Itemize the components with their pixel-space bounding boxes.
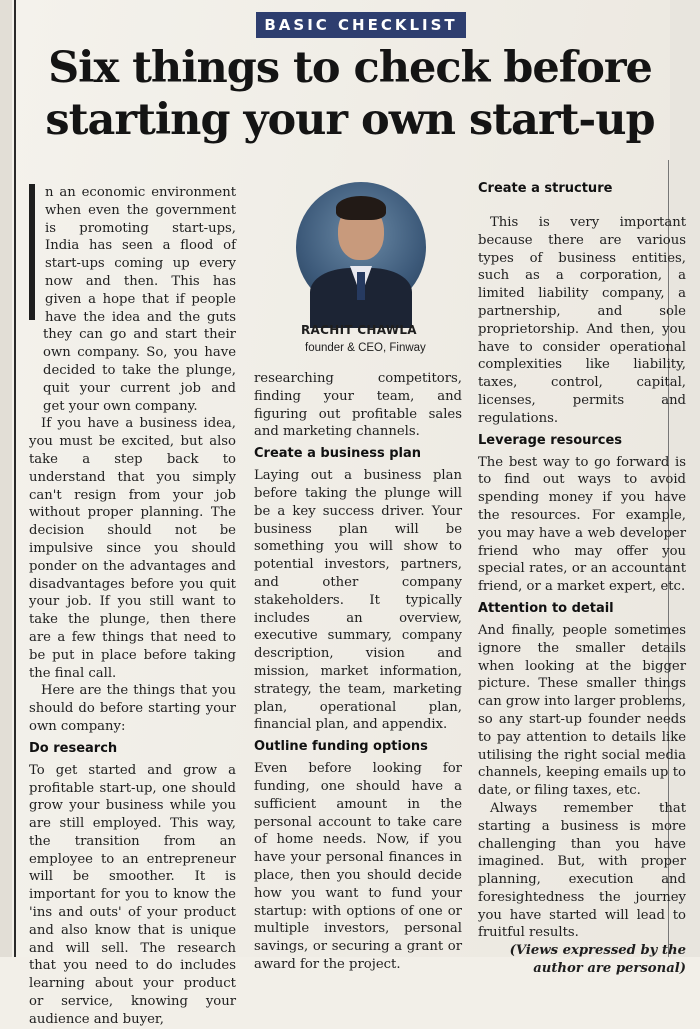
drop-cap-letter-bar	[29, 184, 35, 320]
subhead-attention-detail: Attention to detail	[478, 600, 614, 616]
paragraph: Even before looking for funding, one should have a sufficient amount in the personal account to take care of home needs. Now, if you have your personal finances in place, then you should decide how you want to fund your startup: with options of one or multiple investors, personal savings, or securing a grant or award for the project.	[254, 761, 462, 972]
headline: Six things to check before starting your own start-up	[45, 43, 655, 145]
paragraph: To get started and grow a profitable start-up, one should grow your business while you are still employed. This way, the transition from an employee to an entrepreneur will be smoother. It is important for you to know the 'ins and outs' of your product and also know that is unique and will sell. The research that you need to do includes learning about your product or service, knowing your audience and buyer,	[29, 762, 236, 1027]
author-disclaimer: (Views expressed by the author are personal)	[509, 943, 686, 977]
paragraph: The best way to go forward is to find out ways to avoid spending money if you have the resources. For example, you may have a web developer friend who may offer you special rates, or an accountant friend, or a market expert, etc.	[478, 454, 686, 595]
article-column-1	[29, 184, 236, 1029]
paragraph: Always remember that starting a business is more challenging than you have imagined. But, with proper planning, execution and foresightedness the journey you have started will lead to fruitful results.	[478, 800, 686, 941]
author-portrait	[296, 182, 426, 312]
author-role: founder & CEO, Finway	[305, 342, 426, 354]
subhead-funding-options: Outline funding options	[254, 739, 428, 755]
article-column-3	[478, 176, 686, 978]
paragraph: This is very important because there are various types of business entities, such as a corporation, a limited liability company, a partnership, and sole proprietorship. And then, you have to consider operational complexities like liability, taxes, control, capital, licenses, permits and regulations.	[478, 215, 686, 426]
paragraph: Here are the things that you should do before starting your own company:	[29, 683, 236, 734]
subhead-leverage-resources: Leverage resources	[478, 432, 623, 448]
portrait-tie	[357, 272, 365, 300]
paragraph: If you have a business idea, you must be excited, but also take a step back to understand that you simply can't resign from your job without proper planning. The decision should not be impulsive since you should ponder on the advantages and disadvantages before you quit your job. If you still want to take the plunge, then there are a few things that need to be put in place before taking the final call.	[29, 416, 236, 681]
author-name: RACHIT CHAWLA	[301, 323, 417, 337]
subhead-business-plan: Create a business plan	[254, 446, 422, 462]
column-rule-left	[14, 0, 16, 957]
page-edge	[0, 0, 12, 957]
drop-cap-block	[29, 184, 236, 415]
portrait-hair	[336, 196, 386, 220]
paragraph: Laying out a business plan before taking the plunge will be a key success driver. Your business plan will be something you will show to potential investors, partners, and other company stakeholders. It typically includes an overview, executive summary, company description, vision and mission, market information, strategy, the team, marketing plan, operational plan, financial plan, and appendix.	[254, 468, 462, 733]
paragraph: And finally, people sometimes ignore the smaller details when looking at the bigger picture. These smaller things can grow into larger problems, so any start-up founder needs to pay attention to details like utilising the right social media channels, keeping emails up to date, or filing taxes, etc.	[478, 622, 686, 799]
drop-cap	[29, 184, 45, 324]
section-kicker: BASIC CHECKLIST	[256, 12, 466, 38]
intro-paragraph: n an economic environment when even the government is promoting start-ups, India has seen a flood of start-ups coming up every now and then. This has given a hope that if people have the idea and the guts they can go and start their own company. So, you have decided to take the plunge, quit your current job and get your own company.	[43, 185, 236, 414]
subhead-do-research: Do research	[29, 740, 118, 756]
article-column-2	[254, 370, 462, 974]
subhead-create-structure: Create a structure	[478, 181, 613, 196]
author-photo	[296, 182, 426, 312]
paragraph: researching competitors, finding your team, and figuring out profitable sales and marketing channels.	[254, 371, 462, 440]
